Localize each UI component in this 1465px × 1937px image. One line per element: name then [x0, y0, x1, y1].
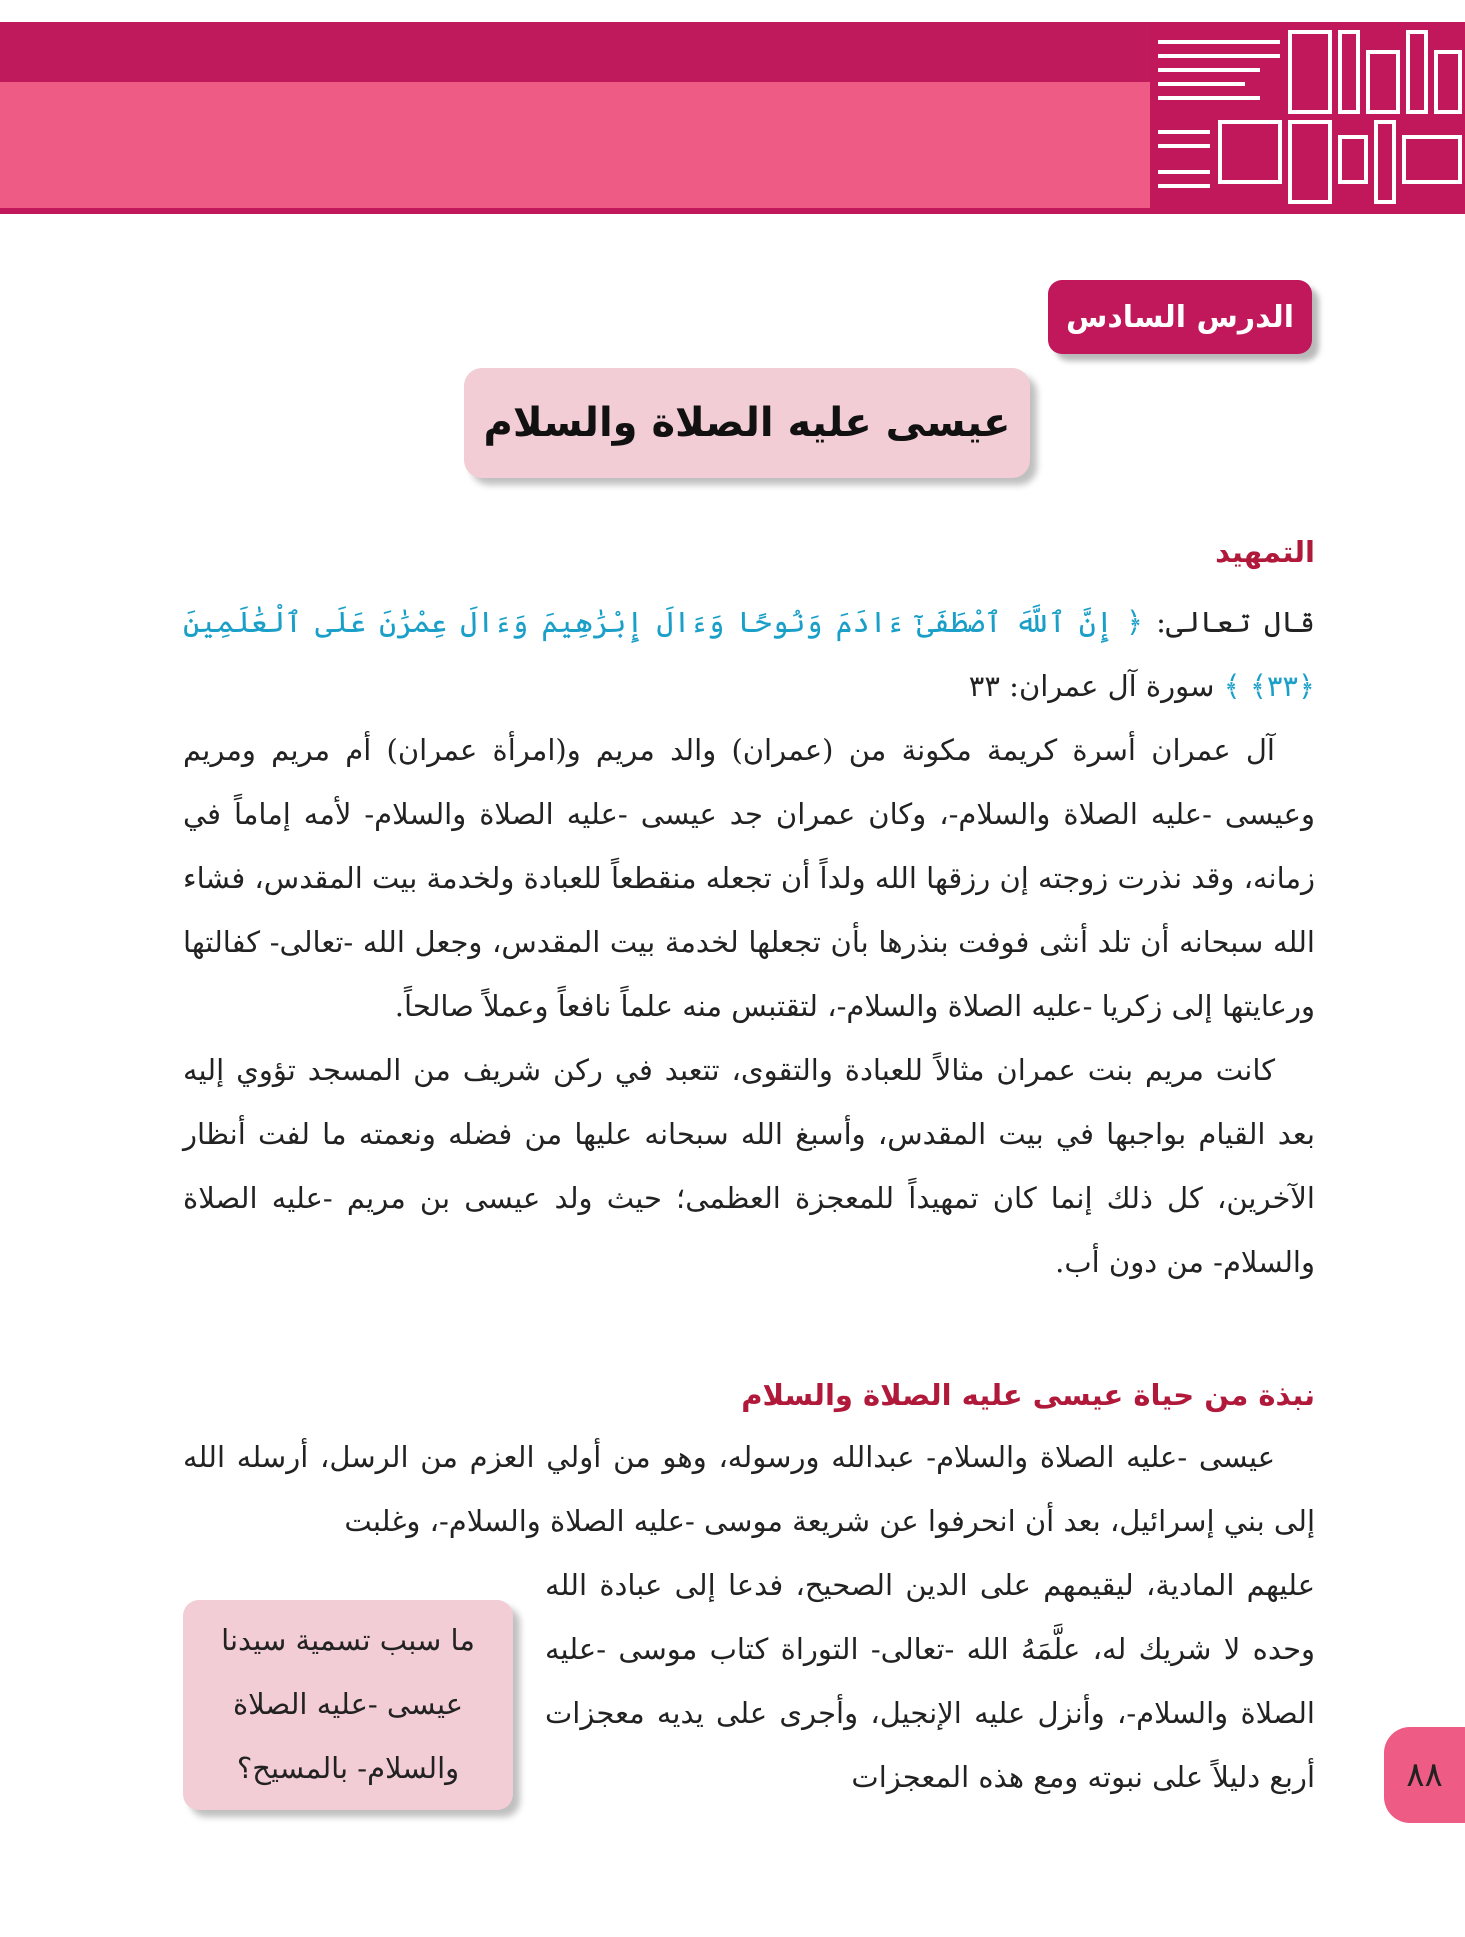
intro-paragraph-2-text: كانت مريم بنت عمران مثالاً للعبادة والتقوى، تتعبد في ركن شريف من المسجد تؤوي إليه بعد القيام بواجبها في بيت المقدس، وأسبغ الله سبحانه عليها من فضله ونعمته ما لفت أنظار الآخرين، كل ذلك إنما كان تمهيداً للمعجزة العظمى؛ حيث ولد عيسى بن مريم -عليه الصلاة والسلام- من دون أب. — [183, 1053, 1315, 1279]
banner-light-band — [0, 82, 1160, 214]
verse-reference: سورة آل عمران: ٣٣ — [968, 669, 1224, 703]
page-number: ٨٨ — [1384, 1727, 1465, 1823]
biography-paragraph-1 — [183, 1425, 1315, 1553]
question-box: ما سبب تسمية سيدنا عيسى -عليه الصلاة والسلام- بالمسيح؟ — [183, 1600, 513, 1810]
section-heading-biography: نبذة من حياة عيسى عليه الصلاة والسلام — [741, 1378, 1315, 1412]
intro-paragraph-1-text: آل عمران أسرة كريمة مكونة من (عمران) والد مريم و(امرأة عمران) أم مريم ومريم وعيسى -عليه الصلاة والسلام-، وكان عمران جد عيسى -عليه الصلاة والسلام- لأمه إماماً في زمانه، وقد نذرت زوجته إن رزقها الله ولداً أن تجعله منقطعاً للعبادة ولخدمة بيت المقدس، فشاء الله سبحانه أن تلد أنثى فوفت بنذرها بأن تجعلها لخدمة بيت المقدس، وجعل الله -تعالى- كفالتها ورعايتها إلى زكريا -عليه الصلاة والسلام-، لتقتبس منه علماً نافعاً وعملاً صالحاً. — [183, 733, 1315, 1023]
lesson-title: عيسى عليه الصلاة والسلام — [464, 368, 1030, 478]
banner-dark-band — [0, 22, 1160, 82]
lesson-number-tab: الدرس السادس — [1048, 280, 1312, 354]
header-banner — [0, 22, 1465, 214]
banner-bottom-stripe — [0, 208, 1160, 214]
section-heading-intro: التمهيد — [1215, 535, 1315, 569]
quran-verse: ﴿ إِنَّ ٱللَّهَ ٱصْطَفَىٰٓ ءَادَمَ وَنُوحًا وَءَالَ إِبْرَٰهِيمَ وَءَالَ عِمْرَٰنَ عَلَى ٱلْعَٰلَمِينَ ﴿٣٣﴾ ﴾ — [183, 605, 1315, 703]
verse-lead: قال تعالى: — [1143, 605, 1315, 639]
biography-paragraph-2: عليهم المادية، ليقيمهم على الدين الصحيح، فدعا إلى عبادة الله وحده لا شريك له، علَّمَهُ الله -تعالى- التوراة كتاب موسى -عليه الصلاة والسلام-، وأنزل عليه الإنجيل، وأجرى على يديه معجزات أربع دليلاً على نبوته ومع هذه المعجزات — [545, 1568, 1315, 1794]
biography-paragraph-1-text: عيسى -عليه الصلاة والسلام- عبدالله ورسوله، وهو من أولي العزم من الرسل، أرسله الله إلى بني إسرائيل، بعد أن انحرفوا عن شريعة موسى -عليه الصلاة والسلام-، وغلبت — [183, 1440, 1315, 1538]
series-logo — [1150, 22, 1465, 214]
quran-verse-paragraph — [183, 590, 1315, 718]
intro-paragraph-1 — [183, 718, 1315, 1038]
intro-paragraph-2 — [183, 1038, 1315, 1294]
